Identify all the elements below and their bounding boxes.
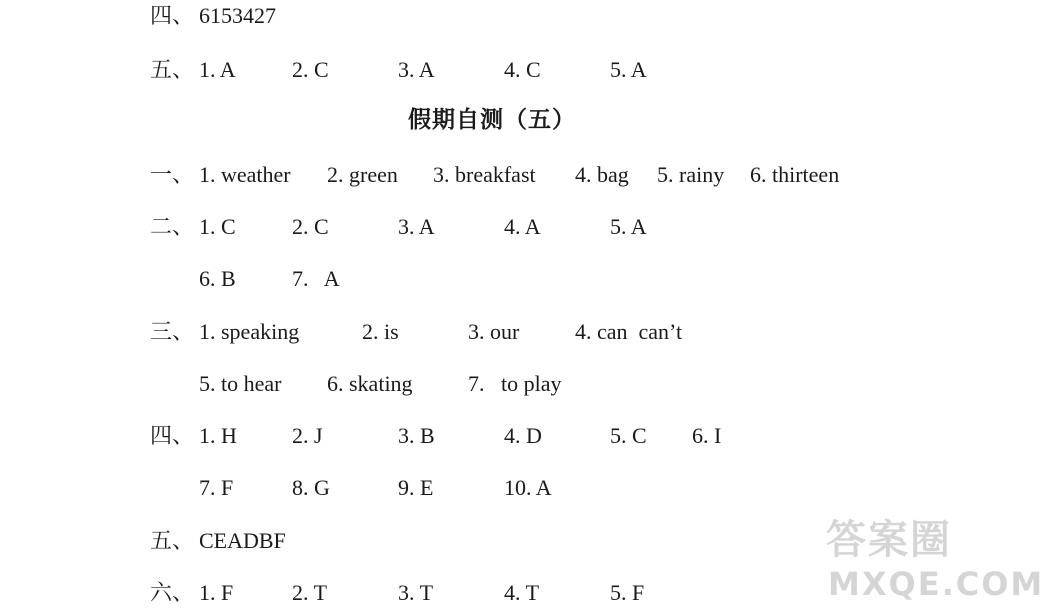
page-title: 假期自测（五） (408, 107, 576, 132)
answer-item: 6153427 (199, 3, 276, 28)
answer-item: 8. G (292, 475, 330, 500)
watermark-logo-text: 答案圈 (826, 517, 952, 563)
answer-line-5-top (0, 50, 1000, 90)
answer-item: 3. our (468, 319, 520, 344)
section-prefix: 四、 (150, 423, 195, 448)
answer-item: 2. green (327, 162, 398, 187)
answer-item: 4. C (504, 57, 541, 82)
answer-item: 2. C (292, 214, 329, 239)
answer-item: 3. A (398, 214, 435, 239)
answer-item: 4. T (504, 580, 540, 605)
answer-item: 6. skating (327, 371, 413, 396)
answer-line-4-top (0, 0, 1000, 36)
answer-item: 1. C (199, 214, 236, 239)
answer-item: 3. breakfast (433, 162, 536, 187)
answer-item: 5. rainy (657, 162, 725, 187)
answer-item: 5. C (610, 423, 647, 448)
answer-item: 3. B (398, 423, 435, 448)
answer-item: 1. F (199, 580, 234, 605)
section-prefix: 一、 (150, 162, 195, 187)
answer-item: 5. F (610, 580, 645, 605)
section-prefix: 五、 (150, 528, 195, 553)
answer-line-5 (0, 364, 1000, 404)
answer-item: 2. is (362, 319, 399, 344)
answer-item: 5. A (610, 57, 647, 82)
answer-item: 6. I (692, 423, 722, 448)
answer-line-6 (0, 416, 1000, 456)
answer-line-4 (0, 312, 1000, 352)
answer-item: 6. thirteen (750, 162, 840, 187)
answer-item: 7. to play (468, 371, 562, 396)
answer-item: 4. D (504, 423, 542, 448)
answer-line-2 (0, 207, 1000, 247)
answer-line-7 (0, 468, 1000, 508)
answer-item: 5. to hear (199, 371, 282, 396)
answer-item: 7. A (292, 266, 340, 291)
answer-item: 1. weather (199, 162, 291, 187)
answer-item: CEADBF (199, 528, 286, 553)
answer-item: 3. A (398, 57, 435, 82)
watermark-url-text: MXQE.COM (828, 565, 1044, 603)
answer-item: 1. speaking (199, 319, 300, 344)
answer-item: 1. H (199, 423, 237, 448)
answer-item: 4. A (504, 214, 541, 239)
answer-line-3 (0, 259, 1000, 299)
answer-item: 3. T (398, 580, 434, 605)
section-prefix: 二、 (150, 214, 195, 239)
section-prefix: 六、 (150, 580, 195, 605)
site-watermark (826, 517, 1044, 608)
answer-line-1 (0, 155, 1000, 195)
answer-item: 4. bag (575, 162, 629, 187)
answer-item: 2. T (292, 580, 328, 605)
answer-item: 2. J (292, 423, 323, 448)
answer-item: 6. B (199, 266, 236, 291)
answer-item: 7. F (199, 475, 234, 500)
answer-item: 4. can can’t (575, 319, 683, 344)
answer-item: 1. A (199, 57, 236, 82)
section-prefix: 四、 (150, 3, 195, 28)
answer-item: 5. A (610, 214, 647, 239)
section-prefix: 五、 (150, 57, 195, 82)
answer-item: 2. C (292, 57, 329, 82)
section-prefix: 三、 (150, 319, 195, 344)
answer-item: 10. A (504, 475, 552, 500)
answer-item: 9. E (398, 475, 434, 500)
